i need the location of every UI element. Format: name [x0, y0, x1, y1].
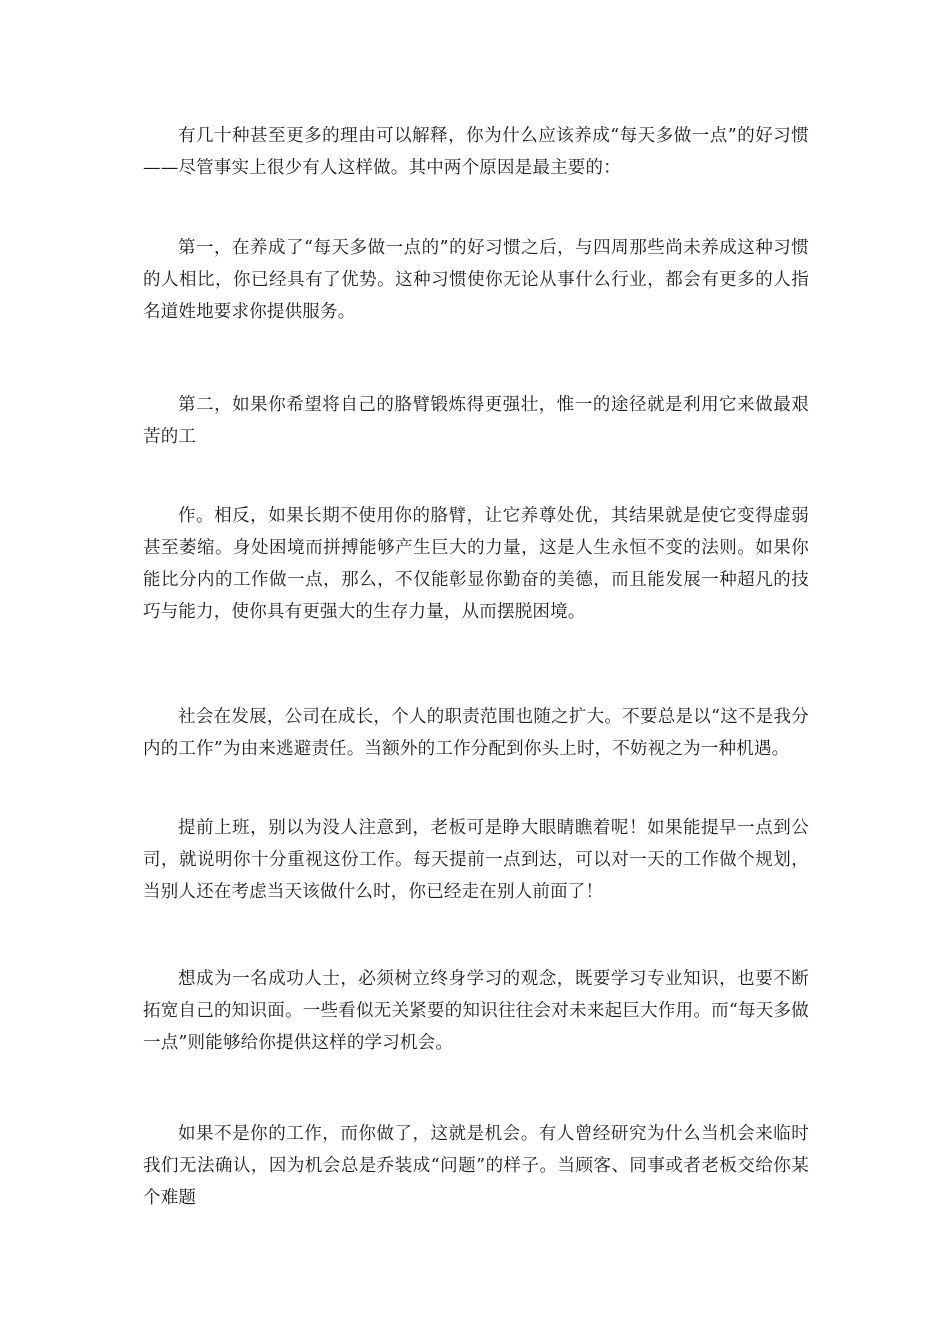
paragraph-lifelong-learning: 想成为一名成功人士，必须树立终身学习的观念，既要学习专业知识，也要不断拓宽自己的知识面。一些看似无关紧要的知识往往会对未来起巨大作用。而“每天多做一点”则能够给你提供这样的学习机会。: [143, 969, 809, 1053]
paragraph-growing-responsibility: 社会在发展，公司在成长，个人的职责范围也随之扩大。不要总是以“这不是我分内的工作”为由来逃避责任。当额外的工作分配到你头上时，不妨视之为一种机遇。: [143, 707, 809, 759]
paragraph-reasons-intro: 有几十种甚至更多的理由可以解释，你为什么应该养成“每天多做一点”的好习惯——尽管事实上很少有人这样做。其中两个原因是最主要的：: [143, 126, 809, 178]
paragraph-arrive-early: 提前上班，别以为没人注意到，老板可是睁大眼睛瞧着呢！如果能提早一点到公司，就说明你十分重视这份工作。每天提前一点到达，可以对一天的工作做个规划，当别人还在考虑当天该做什么时，你已经走在别人前面了！: [143, 818, 809, 902]
paragraph-opportunity: 如果不是你的工作，而你做了，这就是机会。有人曾经研究为什么当机会来临时我们无法确认，因为机会总是乔装成“问题”的样子。当顾客、同事或者老板交给你某个难题: [143, 1124, 809, 1208]
paragraph-first-reason: 第一，在养成了“每天多做一点的”的好习惯之后，与四周那些尚未养成这种习惯的人相比，你已经具有了优势。这种习惯使你无论从事什么行业，都会有更多的人指名道姓地要求你提供服务。: [143, 238, 809, 322]
paragraph-second-reason: 第二，如果你希望将自己的胳臂锻炼得更强壮，惟一的途径就是利用它来做最艰苦的工: [143, 395, 809, 447]
paragraph-second-reason-continued: 作。相反，如果长期不使用你的胳臂，让它养尊处优，其结果就是使它变得虚弱甚至萎缩。身处困境而拼搏能够产生巨大的力量，这是人生永恒不变的法则。如果你能比分内的工作做一点，那么，不仅能彰显你勤奋的美德，而且能发展一种超凡的技巧与能力，使你具有更强大的生存力量，从而摆脱困境。: [143, 506, 809, 622]
